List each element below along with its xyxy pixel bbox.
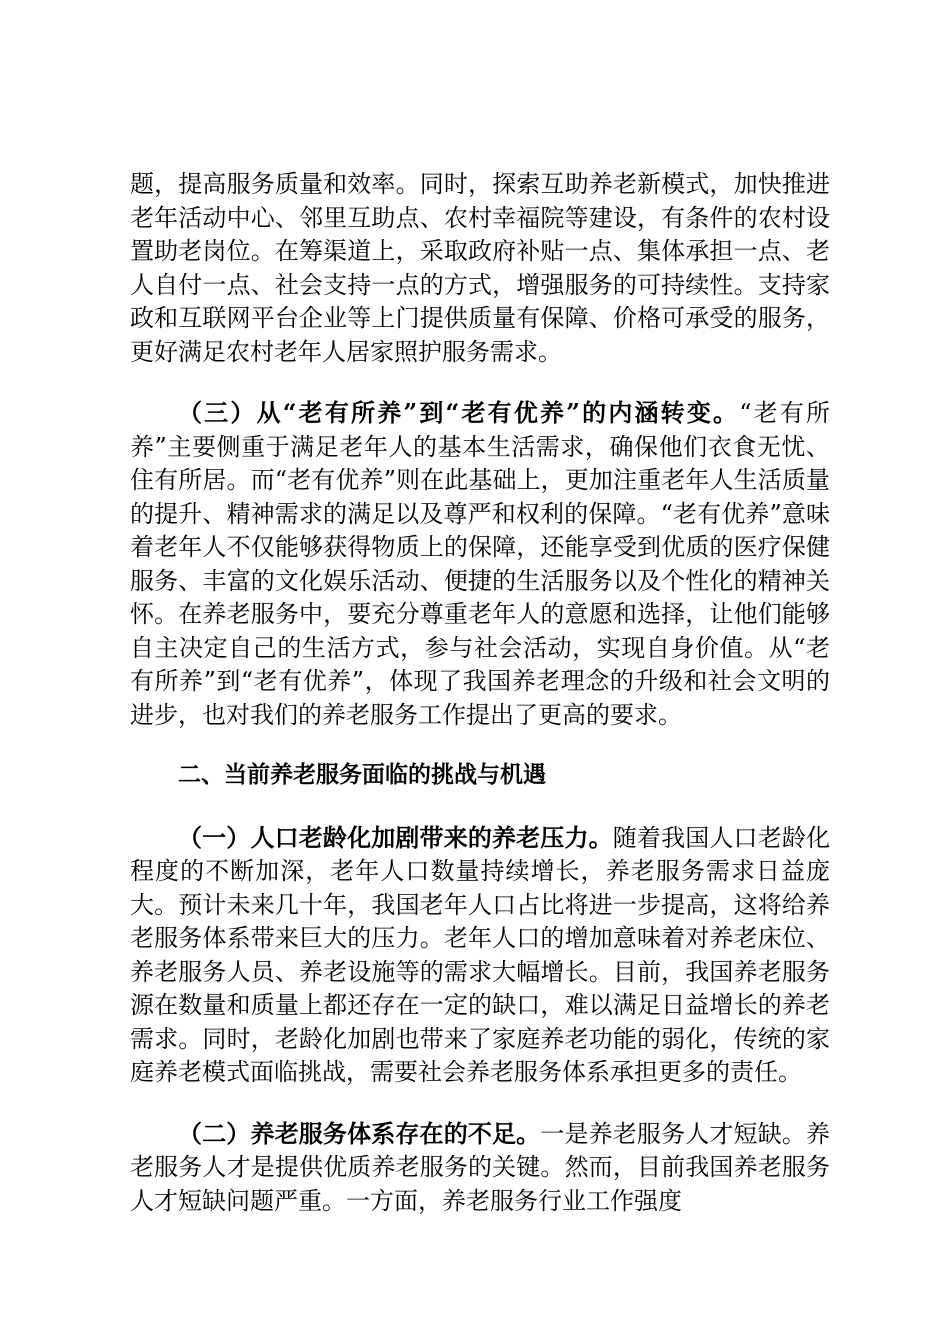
paragraph-title: （三）从“老有所养”到“老有优养”的内涵转变。 [178,398,740,427]
paragraph-one [130,821,830,1090]
section-heading: 二、当前养老服务面临的挑战与机遇 [178,762,546,788]
paragraph-text: 一是养老服务人才短缺。养老服务人才是提供优质养老服务的关键。然而，目前我国养老服务人才短缺问题严重。一方面，养老服务行业工作强度 [130,1119,831,1215]
paragraph-title: （二）养老服务体系存在的不足。 [178,1118,541,1148]
paragraph-title: （一）人口老龄化加剧带来的养老压力。 [178,822,613,852]
paragraph-text: “老有所养”主要侧重于满足老年人的基本生活需求，确保他们衣食无忧、住有所居。而“老有优养”则在此基础上，更加注重老年人生活质量的提升、精神需求的满足以及尊严和权利的保障。“老有优养”意味着老年人不仅能够获得物质上的保障，还能享受到优质的医疗保健服务、丰富的文化娱乐活动、便捷的生活服务以及个性化的精神关怀。在养老服务中，要充分尊重老年人的意愿和选择，让他们能够自主决定自己的生活方式，参与社会活动，实现自身价值。从“老有所养”到“老有优养”，体现了我国养老理念的升级和社会文明的进步，也对我们的养老服务工作提出了更高的要求。 [130,399,830,729]
document-body [130,168,830,1245]
paragraph-three [130,396,830,732]
paragraph-text: 题，提高服务质量和效率。同时，探索互助养老新模式，加快推进老年活动中心、邻里互助点、农村幸福院等建设，有条件的农村设置助老岗位。在筹渠道上，采取政府补贴一点、集体承担一点、老人自付一点、社会支持一点的方式，增强服务的可持续性。支持家政和互联网平台企业等上门提供质量有保障、价格可承受的服务，更好满足农村老年人居家照护服务需求。 [130,170,830,366]
paragraph-two [130,1117,830,1219]
paragraph-text: 随着我国人口老龄化程度的不断加深，老年人口数量持续增长，养老服务需求日益庞大。预计未来几十年，我国老年人口占比将进一步提高，这将给养老服务体系带来巨大的压力。老年人口的增加意味着对养老床位、养老服务人员、养老设施等的需求大幅增长。目前，我国养老服务源在数量和质量上都还存在一定的缺口，难以满足日益增长的养老需求。同时，老龄化加剧也带来了家庭养老功能的弱化，传统的家庭养老模式面临挑战，需要社会养老服务体系承担更多的责任。 [130,823,831,1086]
paragraph-continuation [130,168,830,369]
